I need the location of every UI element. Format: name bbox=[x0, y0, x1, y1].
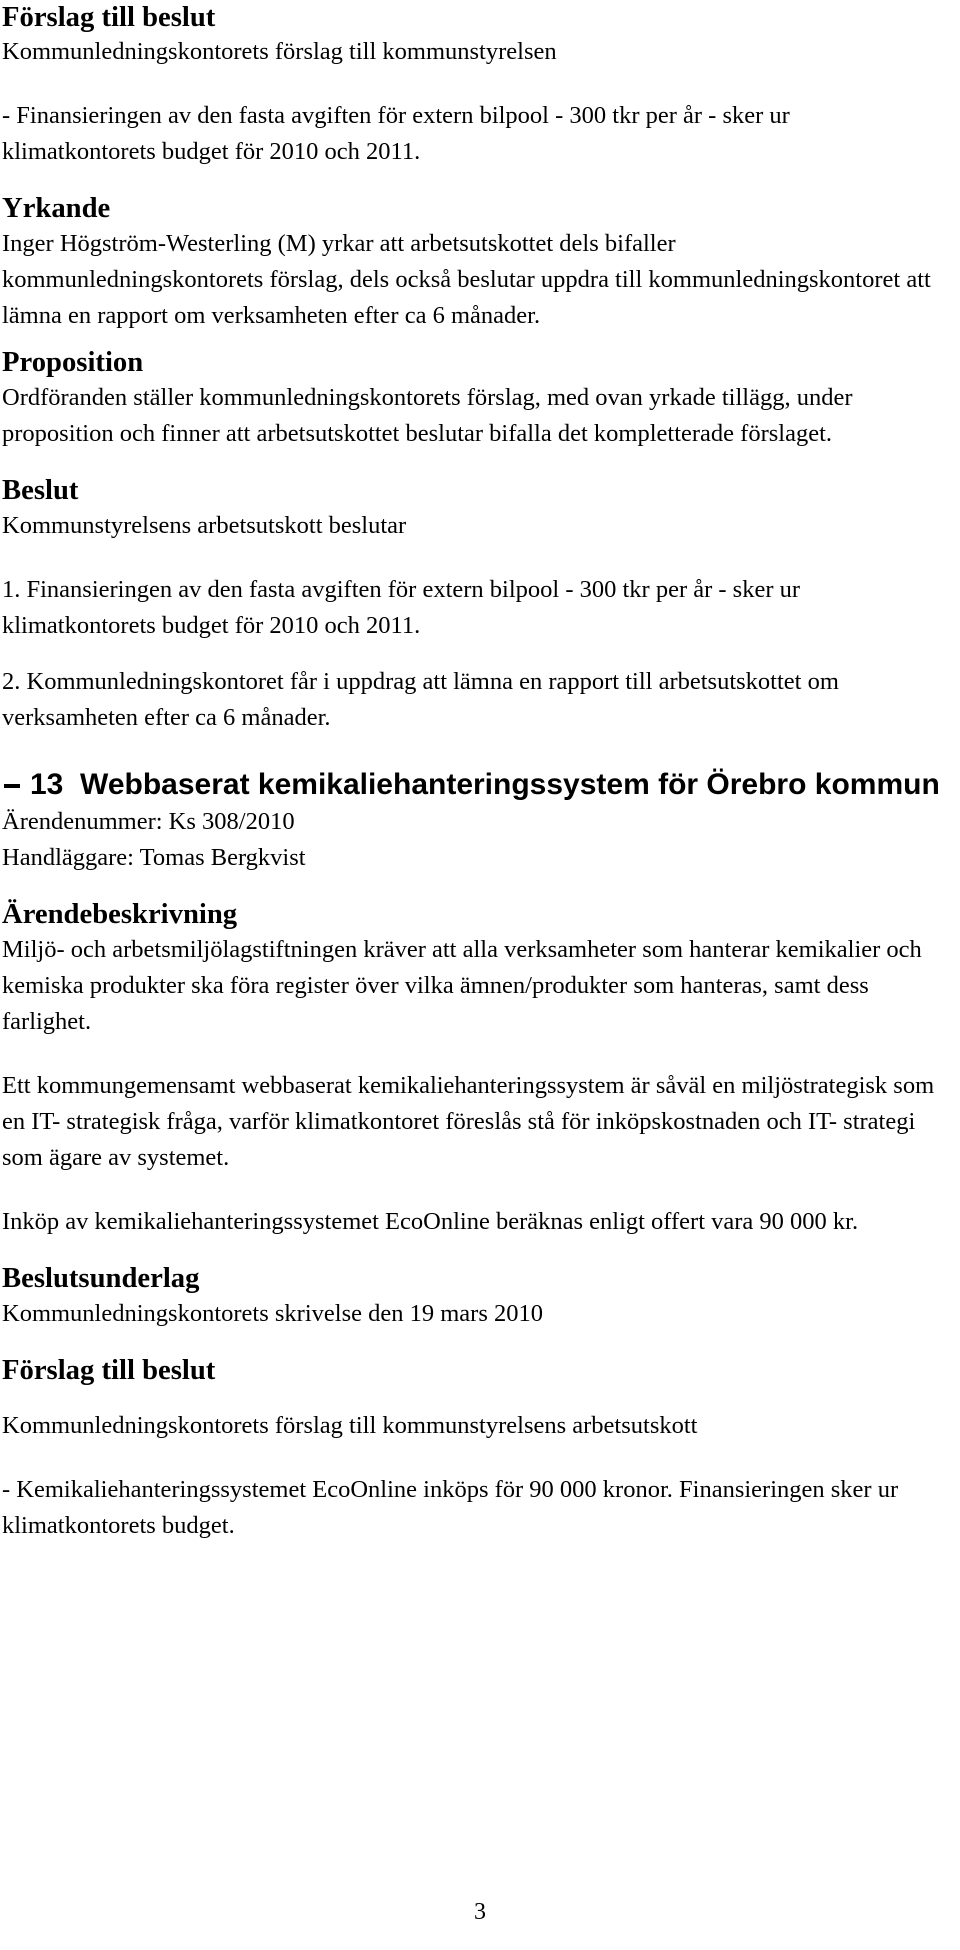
forslag-heading-2: Förslag till beslut bbox=[2, 1354, 216, 1386]
yrkande-heading: Yrkande bbox=[2, 192, 111, 224]
beslut-line: Kommunstyrelsens arbetsutskott beslutar bbox=[2, 512, 407, 539]
bullet-dash-icon bbox=[4, 784, 20, 788]
arendebeskrivning-para-1: Miljö- och arbetsmiljölagstiftningen kräver att alla verksamheter som hanterar kemikalier och kemiska produkter ska föra register över vilka ämnen/produkter som hanteras, samt dess farlighet. bbox=[2, 936, 922, 1035]
forslag-para-2: - Kemikaliehanteringssystemet EcoOnline inköps för 90 000 kronor. Finansieringen sker ur klimatkontorets budget. bbox=[2, 1476, 899, 1539]
forslag-line-1: Kommunledningskontorets förslag till kommunstyrelsen bbox=[2, 38, 557, 65]
beslut-heading: Beslut bbox=[2, 474, 79, 506]
proposition-para: Ordföranden ställer kommunledningskontorets förslag, med ovan yrkade tillägg, under proposition och finner att arbetsutskottet beslutar bifalla det kompletterade förslaget. bbox=[2, 384, 853, 447]
section-title-text: Webbaserat kemikaliehanteringssystem för Örebro kommun bbox=[80, 768, 940, 801]
page-number: 3 bbox=[474, 1899, 486, 1925]
arendebeskrivning-para-2: Ett kommungemensamt webbaserat kemikaliehanteringssystem är såväl en miljöstrategisk som en IT- strategisk fråga, varför klimatkontoret föreslås stå för inköpskostnaden och IT- strategi som ägare av systemet. bbox=[2, 1072, 935, 1171]
forslag-para-1: - Finansieringen av den fasta avgiften för extern bilpool - 300 tkr per år - sker ur klimatkontorets budget för 2010 och 2011. bbox=[2, 102, 790, 165]
section-13-title bbox=[2, 766, 942, 804]
forslag-line-2: Kommunledningskontorets förslag till kommunstyrelsens arbetsutskott bbox=[2, 1412, 698, 1439]
beslut-item-1: 1. Finansieringen av den fasta avgiften för extern bilpool - 300 tkr per år - sker ur klimatkontorets budget för 2010 och 2011. bbox=[2, 576, 801, 639]
section-number: 13 bbox=[30, 768, 64, 801]
beslutsunderlag-heading: Beslutsunderlag bbox=[2, 1262, 200, 1294]
forslag-heading-1: Förslag till beslut bbox=[2, 1, 216, 33]
yrkande-para: Inger Högström-Westerling (M) yrkar att arbetsutskottet dels bifaller kommunledningskontorets förslag, dels också beslutar uppdra till kommunledningskontoret att lämna en rapport om verksamheten efter ca 6 månader. bbox=[2, 230, 931, 329]
arendenummer: Ärendenummer: Ks 308/2010 bbox=[2, 808, 295, 835]
arendebeskrivning-para-3: Inköp av kemikaliehanteringssystemet EcoOnline beräknas enligt offert vara 90 000 kr. bbox=[2, 1208, 859, 1235]
proposition-heading: Proposition bbox=[2, 346, 144, 378]
beslutsunderlag-line: Kommunledningskontorets skrivelse den 19 mars 2010 bbox=[2, 1300, 543, 1327]
handlaggare: Handläggare: Tomas Bergkvist bbox=[2, 844, 306, 871]
arendebeskrivning-heading: Ärendebeskrivning bbox=[2, 898, 238, 930]
beslut-item-2: 2. Kommunledningskontoret får i uppdrag att lämna en rapport till arbetsutskottet om verksamheten efter ca 6 månader. bbox=[2, 668, 839, 731]
